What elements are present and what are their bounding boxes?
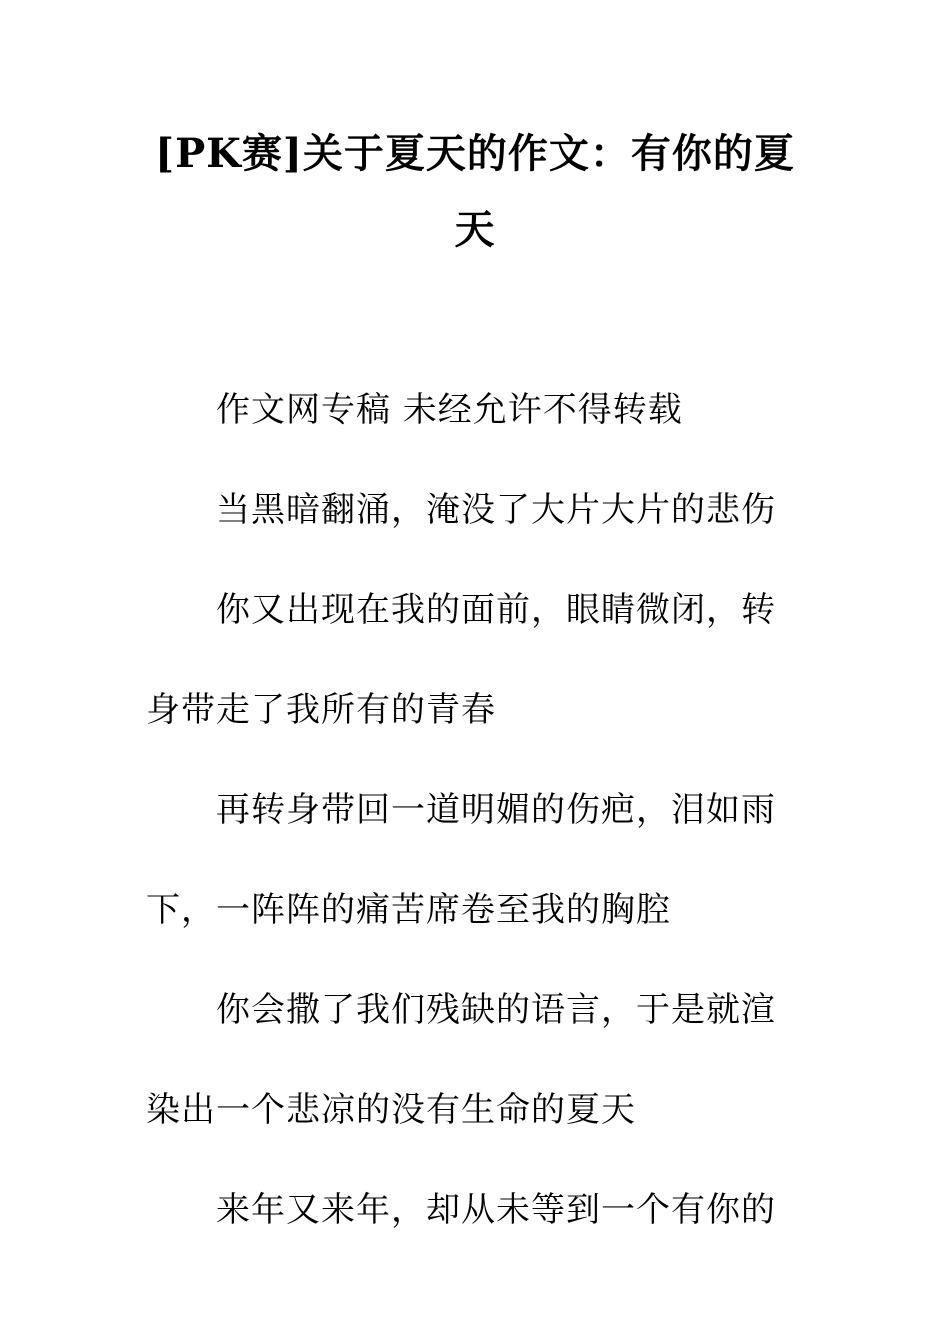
paragraph: 再转身带回一道明媚的伤疤，泪如雨下，一阵阵的痛苦席卷至我的胸腔: [146, 790, 776, 930]
paragraph-source-note: 作文网专稿 未经允许不得转载: [216, 390, 683, 430]
paragraph: 你又出现在我的面前，眼睛微闭，转身带走了我所有的青春: [146, 590, 776, 730]
paragraph: 当黑暗翻涌，淹没了大片大片的悲伤: [216, 490, 776, 530]
title-line-1: [PK赛]关于夏天的作文：有你的夏: [155, 130, 795, 177]
document-title: [140, 116, 810, 268]
paragraph: 你会撒了我们残缺的语言，于是就渲染出一个悲凉的没有生命的夏天: [146, 990, 776, 1130]
paragraph: 来年又来年，却从未等到一个有你的: [216, 1190, 776, 1230]
document-body: [146, 360, 786, 1260]
title-line-2: 天: [454, 206, 496, 253]
